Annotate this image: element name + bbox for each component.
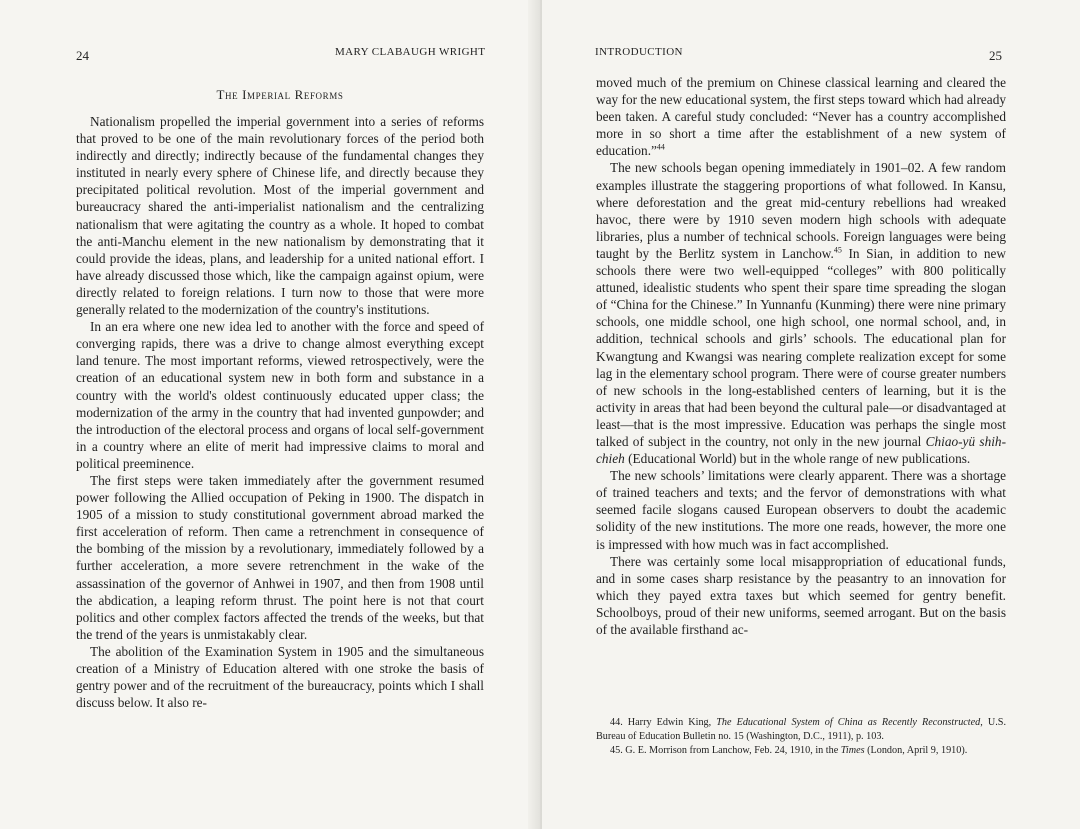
paragraph: There was certainly some local misappropriation of educational funds, and in some cases sharp resistance by the peasantry to an innovation for which they payed extra taxes but which seemed for gentry benefit. Schoolboys, proud of their new uniforms, seemed arrogant. But on the basis of the available firsthand ac- bbox=[596, 553, 1006, 637]
body-text bbox=[76, 86, 484, 711]
footnote-ref: 45 bbox=[833, 245, 842, 255]
right-page bbox=[542, 0, 1080, 829]
paragraph: moved much of the premium on Chinese classical learning and cleared the way for the new educational system, the first steps toward which had already been taken. A careful study concluded: “Never has a country accomplished more in so short a time after the establishment of a new system of education.”$^{44}$ bbox=[596, 75, 1006, 159]
paragraph: In an era where one new idea led to another with the force and speed of converging rapids, there was a drive to change almost everything except land tenure. The most important reforms, viewed retrospectively, were the creation of an educational system new in both form and substance in a country with the world's oldest continuously educated upper class; the modernization of the army in the country that had invented gunpowder; and the introduction of the electoral process and organs of local self-government in a country where an elite of merit had impressive claims to moral and political preeminence. bbox=[76, 319, 484, 471]
footnote: 44. Harry Edwin King, The Educational System of China as Recently Reconstructed, U.S. Bureau of Education Bulletin no. 15 (Washington, D.C., 1911), p. 103. bbox=[596, 717, 1006, 742]
paragraph: The first steps were taken immediately after the government resumed power following the Allied occupation of Peking in 1900. The dispatch in 1905 of a mission to study constitutional government abroad marked the first acceleration of reform. Then came a retrenchment in consequence of the bombing of the mission by a revolutionary, immediately followed by a further acceleration, a more severe retrenchment in the wake of the assassination of the governor of Anhwei in 1907, and then from 1908 until the abdication, a leaping reform thrust. The point here is not that court politics and other complex factors affected the trends of the weeks, but that the trend of the years is unmistakably clear. bbox=[76, 472, 484, 642]
paragraph: The new schools’ limitations were clearly apparent. There was a shortage of trained teachers and texts; and the fervor of demonstrations with what seemed facile slogans caused European observers to doubt the academic solidity of the new institutions. The more one reads, however, the more one is impressed with how much was in fact accomplished. bbox=[596, 468, 1006, 552]
paragraph: The abolition of the Examination System in 1905 and the simultaneous creation of a Ministry of Education altered with one stroke the basis of gentry power and of the recruitment of the bureaucracy, points which I shall discuss below. It also re- bbox=[76, 643, 484, 711]
body-text bbox=[596, 74, 1006, 638]
journal-title: Chiao-yü shih-chieh bbox=[596, 433, 1006, 467]
paragraph: The new schools began opening immediately in 1901–02. A few random examples illustrate the staggering proportions of what followed. In Kansu, where deforestation and the great mid-century rebellions had wreaked havoc, there were by 1910 seven modern high schools with adequate libraries, plus a number of technical schools. Foreign languages were being taught by the Berlitz system in Lanchow.$^{45}$ In Sian, in addition to new schools there were two well-equipped “colleges” with 800 politically attuned, idealistic students who spent their spare time spreading the slogan of “China for the Chinese.” In Yunnanfu (Kunming) there were nine primary schools, one middle school, one high school, one normal school, and, in addition, technical schools and girls’ schools. The educational plan for Kwangtung and Kwangsi was nearing complete realization except for some lag in the elementary school program. There were of course greater numbers of new schools in the long-established centers of learning, but it is the activity in areas that had been beyond the cultural pale—or disadvantaged at least—that is the most impressive. Education was perhaps the single most talked of subject in the country, not only in the new journal Chiao-yü shih-chieh (Educational World) but in the whole range of new publications. bbox=[596, 160, 1006, 467]
left-page bbox=[0, 0, 538, 829]
footnote: 45. G. E. Morrison from Lanchow, Feb. 24, 1910, in the Times (London, April 9, 1910). bbox=[610, 745, 968, 756]
page-number: 25 bbox=[989, 48, 1002, 63]
running-head: INTRODUCTION bbox=[595, 46, 683, 58]
footnotes bbox=[596, 716, 1006, 758]
page-number: 24 bbox=[76, 48, 89, 63]
running-head: MARY CLABAUGH WRIGHT bbox=[335, 46, 486, 58]
paragraph: Nationalism propelled the imperial government into a series of reforms that proved to be one of the main revolutionary forces of the period both indirectly and directly; indirectly because of the fundamental changes they instituted in nearly every sphere of Chinese life, and directly because they precipitated political revolution. Most of the imperial government and bureaucracy shared the anti-imperialist nationalism and the centralizing nationalism that were agitating the country as a whole. It hoped to combat the anti-Manchu element in the new nationalism by demonstrating that it could provide the ideas, plans, and leadership for a united national effort. I have already discussed those which, like the campaign against opium, were directly related to foreign relations. I turn now to those that were more generally related to the modernization of the country's institutions. bbox=[76, 114, 484, 318]
section-title: The Imperial Reforms bbox=[216, 87, 344, 102]
footnote-ref: 44 bbox=[656, 142, 665, 152]
